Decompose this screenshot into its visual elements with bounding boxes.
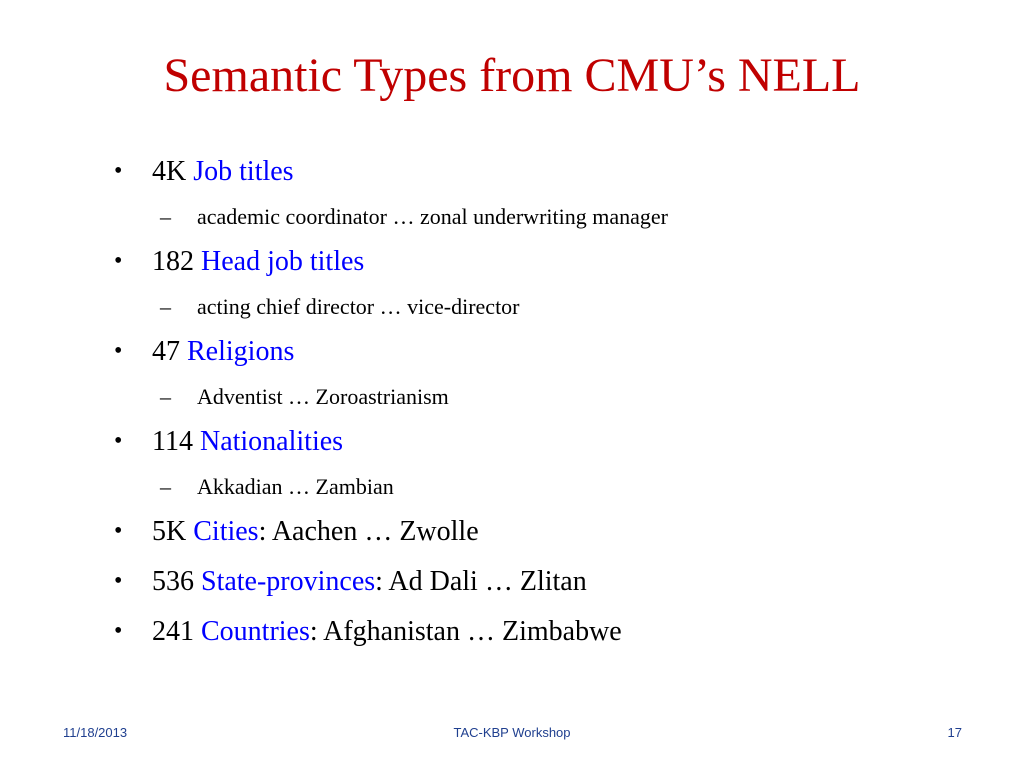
bullet-state-provinces (114, 565, 587, 600)
semantic-type-label: Nationalities (199, 426, 344, 457)
bullet-marker: • (114, 518, 123, 544)
bullet-count: 4K (152, 156, 187, 187)
bullet-marker: • (114, 338, 123, 364)
semantic-type-label: Religions (187, 336, 295, 367)
bullet-examples: : Ad Dali … Zlitan (375, 566, 587, 597)
bullet-marker: • (114, 158, 123, 184)
sub-bullet-nationalities-examples (160, 473, 394, 501)
bullet-marker: • (114, 568, 123, 594)
sub-bullet-text: Akkadian … Zambian (197, 474, 394, 499)
semantic-type-label: State-provinces (201, 566, 376, 597)
sub-bullet-marker: – (160, 204, 171, 229)
semantic-type-label: Job titles (193, 156, 294, 187)
bullet-count: 536 (152, 566, 194, 597)
bullet-head-job-titles (114, 245, 364, 280)
bullet-religions (114, 335, 294, 370)
bullet-nationalities (114, 425, 343, 460)
slide-number: 17 (947, 725, 962, 740)
bullet-count: 47 (152, 336, 180, 367)
sub-bullet-marker: – (160, 384, 171, 409)
bullet-count: 182 (152, 246, 194, 277)
bullet-marker: • (114, 428, 123, 454)
sub-bullet-job-titles-examples (160, 203, 668, 231)
bullet-job-titles (114, 155, 294, 190)
bullet-countries (114, 615, 622, 650)
bullet-examples: : Afghanistan … Zimbabwe (309, 616, 622, 647)
footer-date: 11/18/2013 (63, 725, 128, 740)
bullet-marker: • (114, 248, 123, 274)
semantic-type-label: Cities (193, 516, 259, 547)
sub-bullet-text: Adventist … Zoroastrianism (197, 384, 449, 409)
bullet-count: 5K (152, 516, 187, 547)
bullet-examples: : Aachen … Zwolle (258, 516, 479, 547)
slide-title: Semantic Types from CMU’s NELL (163, 49, 861, 102)
bullet-count: 114 (152, 426, 193, 457)
sub-bullet-text: academic coordinator … zonal underwriting manager (197, 204, 668, 229)
sub-bullet-text: acting chief director … vice-director (197, 294, 520, 319)
sub-bullet-head-job-titles-examples (160, 293, 520, 321)
bullet-marker: • (114, 618, 123, 644)
bullet-cities (114, 515, 479, 550)
semantic-type-label: Countries (201, 616, 310, 647)
bullet-count: 241 (152, 616, 194, 647)
sub-bullet-religions-examples (160, 383, 449, 411)
footer-title: TAC-KBP Workshop (453, 725, 571, 740)
sub-bullet-marker: – (160, 474, 171, 499)
sub-bullet-marker: – (160, 294, 171, 319)
semantic-type-label: Head job titles (201, 246, 365, 277)
